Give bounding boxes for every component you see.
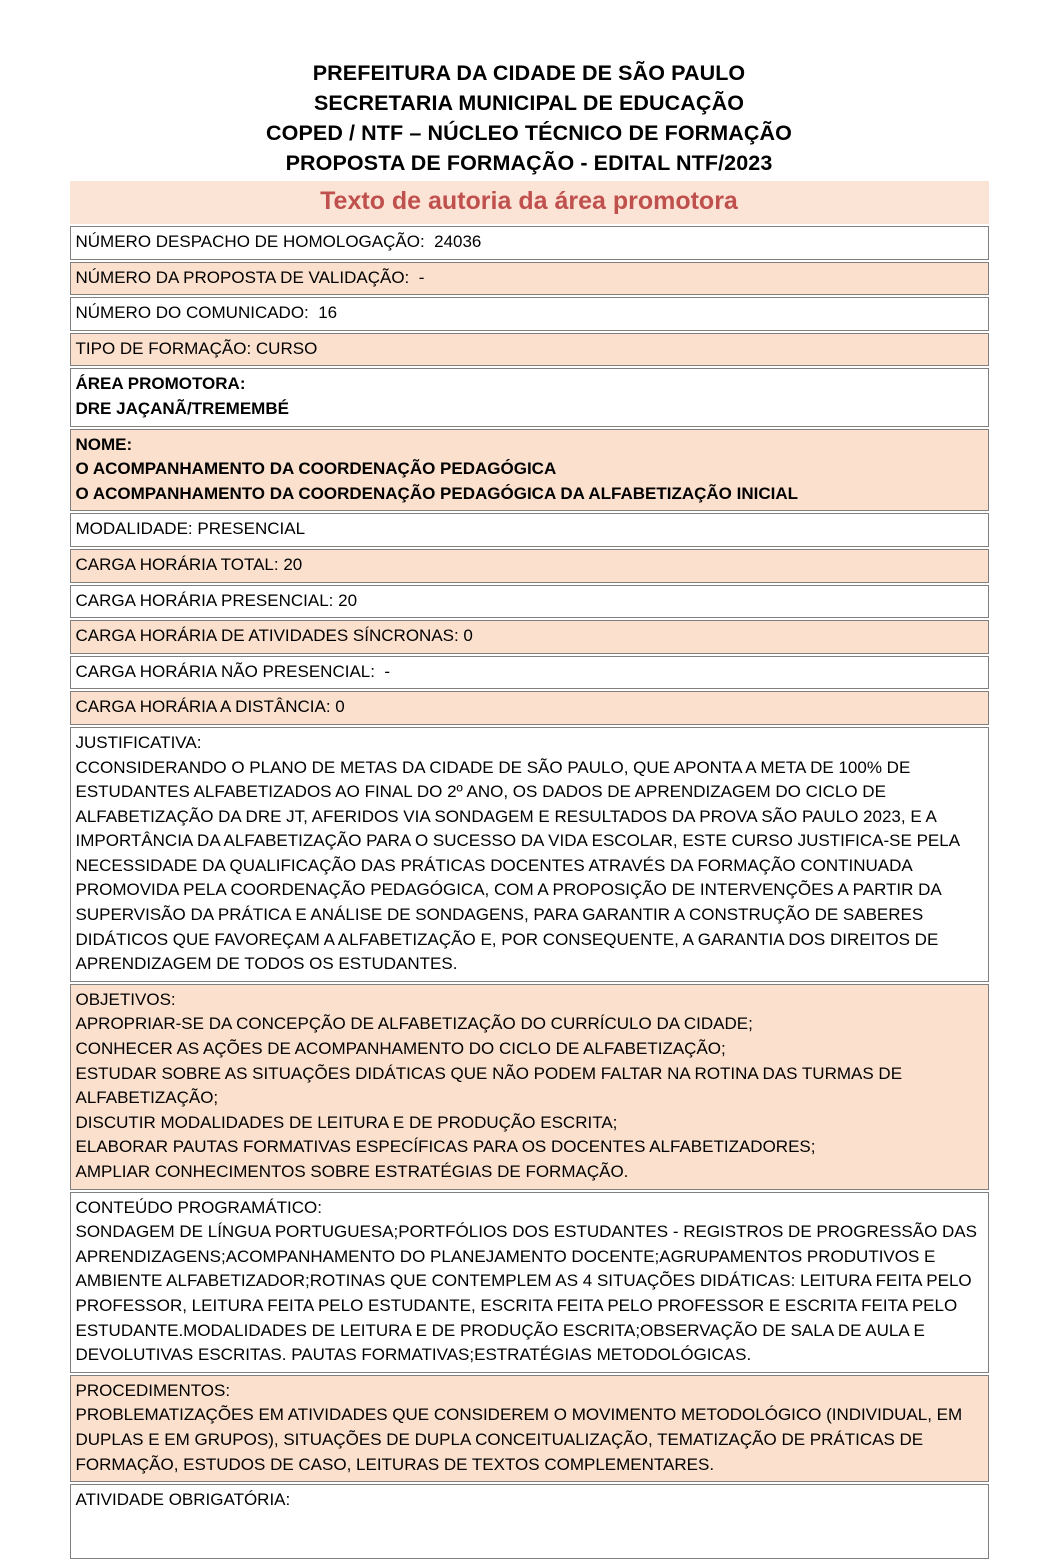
field-numero-comunicado[interactable] xyxy=(70,297,989,331)
field-justificativa[interactable] xyxy=(70,727,989,982)
table-row xyxy=(70,513,989,547)
field-numero-comunicado-line: NÚMERO DO COMUNICADO: 16 xyxy=(75,303,338,323)
field-objetivos-line: DISCUTIR MODALIDADES DE LEITURA E DE PRODUÇÃO ESCRITA; xyxy=(75,1112,618,1132)
field-nome-line: O ACOMPANHAMENTO DA COORDENAÇÃO PEDAGÓGICA xyxy=(75,459,557,479)
field-procedimentos-line: PROBLEMATIZAÇÕES EM ATIVIDADES QUE CONSIDEREM O MOVIMENTO METODOLÓGICO (INDIVIDUAL, EM DUPLAS E EM GRUPOS), SITUAÇÕES DE DUPLA CONCEITUALIZAÇÃO, TEMATIZAÇÃO DE PRÁTICAS DE FORMAÇÃO, ESTUDOS DE CASO, LEITURAS DE TEXTOS COMPLEMENTARES. xyxy=(75,1405,967,1474)
field-atividade-obrigatoria[interactable] xyxy=(70,1484,989,1559)
field-area-promotora[interactable] xyxy=(70,368,989,426)
field-objetivos[interactable] xyxy=(70,984,989,1190)
table-row xyxy=(70,262,989,296)
table-row xyxy=(70,549,989,583)
field-carga-horaria-total[interactable] xyxy=(70,549,989,583)
field-numero-proposta-validacao[interactable] xyxy=(70,262,989,296)
field-carga-horaria-a-distancia[interactable] xyxy=(70,691,989,725)
proposta-form-table xyxy=(70,224,989,1561)
field-objetivos-line: CONHECER AS AÇÕES DE ACOMPANHAMENTO DO CICLO DE ALFABETIZAÇÃO; xyxy=(75,1039,726,1059)
field-conteudo-programatico[interactable] xyxy=(70,1192,989,1373)
header-line-proposta-edital: PROPOSTA DE FORMAÇÃO - EDITAL NTF/2023 xyxy=(285,151,773,175)
banner-label: Texto de autoria da área promotora xyxy=(320,187,738,215)
field-carga-horaria-nao-presencial-line: CARGA HORÁRIA NÃO PRESENCIAL: - xyxy=(75,661,391,681)
field-justificativa-line: JUSTIFICATIVA: xyxy=(75,732,202,752)
table-row xyxy=(70,585,989,619)
table-row xyxy=(70,656,989,690)
table-row xyxy=(70,1484,989,1559)
field-modalidade-line: MODALIDADE: PRESENCIAL xyxy=(75,519,306,539)
field-procedimentos[interactable] xyxy=(70,1375,989,1482)
field-carga-horaria-atividades-sincronas-line: CARGA HORÁRIA DE ATIVIDADES SÍNCRONAS: 0 xyxy=(75,626,473,646)
field-conteudo-programatico-line: SONDAGEM DE LÍNGUA PORTUGUESA;PORTFÓLIOS DOS ESTUDANTES - REGISTROS DE PROGRESSÃO DAS APRENDIZAGENS;ACOMPANHAMENTO DO PLANEJAMENTO DOCENTE;AGRUPAMENTOS PRODUTIVOS E AMBIENTE ALFABETIZADOR;ROTINAS QUE CONTEMPLEM AS 4 SITUAÇÕES DIDÁTICAS: LEITURA FEITA PELO PROFESSOR, LEITURA FEITA PELO ESTUDANTE, ESCRITA FEITA PELO PROFESSOR E ESCRITA FEITA PELO ESTUDANTE.MODALIDADES DE LEITURA E DE PRODUÇÃO ESCRITA;OBSERVAÇÃO DE SALA DE AULA E DEVOLUTIVAS ESCRITAS. PAUTAS FORMATIVAS;ESTRATÉGIAS METODOLÓGICAS. xyxy=(75,1222,981,1365)
field-conteudo-programatico-line: CONTEÚDO PROGRAMÁTICO: xyxy=(75,1197,323,1217)
document-header xyxy=(0,0,1058,178)
field-justificativa-line: CCONSIDERANDO O PLANO DE METAS DA CIDADE DE SÃO PAULO, QUE APONTA A META DE 100% DE ESTUDANTES ALFABETIZADOS AO FINAL DO 2º ANO, OS DADOS DE APRENDIZAGEM DO CICLO DE ALFABETIZAÇÃO DA DRE JT, AFERIDOS VIA SONDAGEM E RESULTADOS DA PROVA SÃO PAULO 2023, E A IMPORTÂNCIA DA ALFABETIZAÇÃO PARA O SUCESSO DA VIDA ESCOLAR, ESTE CURSO JUSTIFICA-SE PELA NECESSIDADE DA QUALIFICAÇÃO DAS PRÁTICAS DOCENTES ATRAVÉS DA FORMAÇÃO CONTINUADA PROMOVIDA PELA COORDENAÇÃO PEDAGÓGICA, COM A PROPOSIÇÃO DE INTERVENÇÕES A PARTIR DA SUPERVISÃO DA PRÁTICA E ANÁLISE DE SONDAGENS, PARA GARANTIR A CONSTRUÇÃO DE SABERES DIDÁTICOS QUE FAVOREÇAM A ALFABETIZAÇÃO E, POR CONSEQUENTE, A GARANTIA DOS DIREITOS DE APRENDIZAGEM DE TODOS OS ESTUDANTES. xyxy=(75,757,964,974)
field-carga-horaria-presencial[interactable] xyxy=(70,585,989,619)
field-objetivos-line: OBJETIVOS: xyxy=(75,989,176,1009)
table-row xyxy=(70,727,989,982)
table-row xyxy=(70,226,989,260)
field-nome-line: O ACOMPANHAMENTO DA COORDENAÇÃO PEDAGÓGICA DA ALFABETIZAÇÃO INICIAL xyxy=(75,483,798,503)
field-tipo-de-formacao-line: TIPO DE FORMAÇÃO: CURSO xyxy=(75,338,318,358)
field-carga-horaria-atividades-sincronas[interactable] xyxy=(70,620,989,654)
table-row xyxy=(70,1375,989,1482)
field-procedimentos-line: PROCEDIMENTOS: xyxy=(75,1380,231,1400)
field-numero-despacho-homologacao[interactable] xyxy=(70,226,989,260)
header-line-coped-ntf: COPED / NTF – NÚCLEO TÉCNICO DE FORMAÇÃO xyxy=(266,121,792,145)
field-atividade-obrigatoria-line: ATIVIDADE OBRIGATÓRIA: xyxy=(75,1490,291,1510)
field-area-promotora-line: DRE JAÇANÃ/TREMEMBÉ xyxy=(75,398,289,418)
field-nome-line: NOME: xyxy=(75,434,133,454)
field-carga-horaria-a-distancia-line: CARGA HORÁRIA A DISTÂNCIA: 0 xyxy=(75,697,345,717)
table-row xyxy=(70,984,989,1190)
table-row xyxy=(70,1192,989,1373)
field-carga-horaria-presencial-line: CARGA HORÁRIA PRESENCIAL: 20 xyxy=(75,590,358,610)
table-row xyxy=(70,691,989,725)
header-line-secretaria: SECRETARIA MUNICIPAL DE EDUCAÇÃO xyxy=(313,91,745,115)
field-tipo-de-formacao[interactable] xyxy=(70,333,989,367)
field-modalidade[interactable] xyxy=(70,513,989,547)
field-objetivos-line: APROPRIAR-SE DA CONCEPÇÃO DE ALFABETIZAÇÃO DO CURRÍCULO DA CIDADE; xyxy=(75,1014,753,1034)
field-numero-proposta-validacao-line: NÚMERO DA PROPOSTA DE VALIDAÇÃO: - xyxy=(75,267,425,287)
field-objetivos-line: ESTUDAR SOBRE AS SITUAÇÕES DIDÁTICAS QUE NÃO PODEM FALTAR NA ROTINA DAS TURMAS DE ALFABETIZAÇÃO; xyxy=(75,1063,906,1108)
banner-texto-autoria xyxy=(70,181,989,224)
table-row xyxy=(70,333,989,367)
field-objetivos-line: ELABORAR PAUTAS FORMATIVAS ESPECÍFICAS PARA OS DOCENTES ALFABETIZADORES; xyxy=(75,1137,816,1157)
table-row xyxy=(70,429,989,512)
field-carga-horaria-total-line: CARGA HORÁRIA TOTAL: 20 xyxy=(75,554,303,574)
field-area-promotora-line: ÁREA PROMOTORA: xyxy=(75,374,246,394)
table-row xyxy=(70,297,989,331)
field-carga-horaria-nao-presencial[interactable] xyxy=(70,656,989,690)
header-line-prefeitura: PREFEITURA DA CIDADE DE SÃO PAULO xyxy=(312,61,746,85)
field-nome[interactable] xyxy=(70,429,989,512)
field-numero-despacho-homologacao-line: NÚMERO DESPACHO DE HOMOLOGAÇÃO: 24036 xyxy=(75,232,482,251)
table-row xyxy=(70,620,989,654)
table-row xyxy=(70,368,989,426)
field-objetivos-line: AMPLIAR CONHECIMENTOS SOBRE ESTRATÉGIAS DE FORMAÇÃO. xyxy=(75,1162,629,1181)
